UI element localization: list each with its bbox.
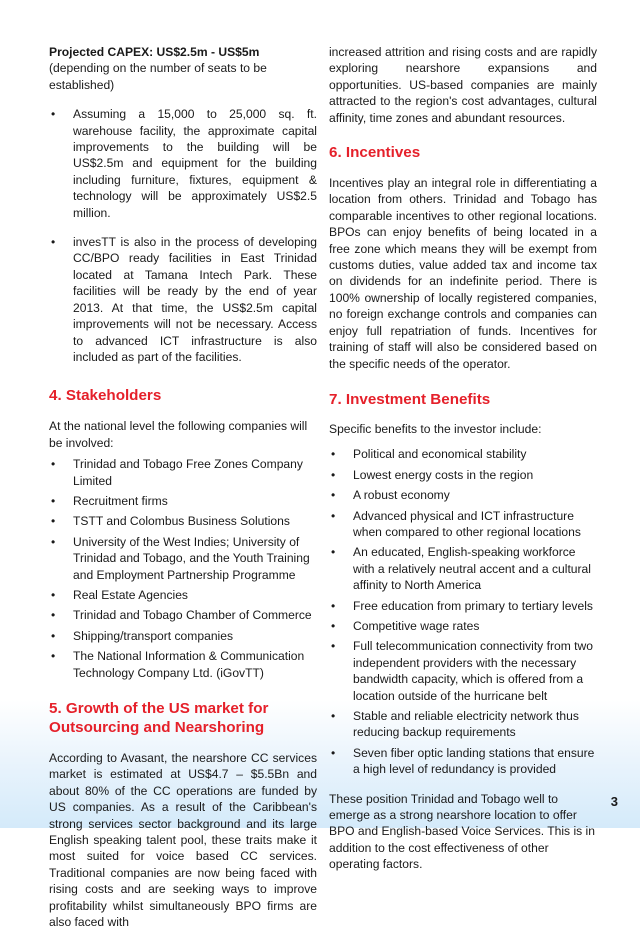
capex-title: Projected CAPEX: US$2.5m - US$5m — [49, 45, 260, 59]
benefits-closing: These position Trinidad and Tobago well to emerge as a strong nearshore location to offer BPO and English-based Voice Services. This is in addition to the cost effectiveness of other operating factors. — [329, 791, 595, 872]
section-heading-growth: 5. Growth of the US market for Outsourcing and Nearshoring — [49, 700, 269, 736]
page-number: 3 — [610, 794, 618, 809]
list-item: • Trinidad and Tobago Chamber of Commerce — [49, 607, 317, 623]
list-item: • Seven fiber optic landing stations that ensure a high level of redundancy is provided — [329, 745, 597, 778]
benefits-intro: Specific benefits to the investor include: — [329, 421, 542, 436]
list-item: • An educated, English-speaking workforce with a relatively neutral accent and a cultural affinity to North America — [329, 544, 597, 593]
section-heading-investment-benefits: 7. Investment Benefits — [329, 390, 491, 408]
list-item: • Shipping/transport companies — [49, 628, 317, 644]
list-item: • Real Estate Agencies — [49, 587, 317, 603]
stakeholders-intro: At the national level the following companies will be involved: — [49, 419, 308, 450]
list-item: • Full telecommunication connectivity from two independent providers with the necessary bandwidth capacity, which is offered from a location outside of the hurricane belt — [329, 638, 597, 704]
list-item: • University of the West Indies; University of Trinidad and Tobago, and the Youth Training and Employment Partnership Programme — [49, 534, 317, 583]
list-item: • Assuming a 15,000 to 25,000 sq. ft. warehouse facility, the approximate capital improvements to the building will be US$2.5m and equipment for the building including furniture, fixtures, equipment & technology will be approximately US$2.5 million. — [49, 106, 317, 221]
list-item: • Trinidad and Tobago Free Zones Company Limited — [49, 456, 317, 489]
continuation-paragraph: increased attrition and rising costs and are rapidly exploring nearshore expansions and opportunities. US-based companies are mainly attracted to the region's cost advantages, cultural affinity, time zones and abundant resources. — [329, 45, 597, 125]
list-item: • Free education from primary to tertiary levels — [329, 598, 597, 614]
section-heading-incentives: 6. Incentives — [329, 144, 421, 162]
section-heading-stakeholders: 4. Stakeholders — [49, 387, 162, 405]
list-item: • Competitive wage rates — [329, 618, 597, 634]
list-item: • TSTT and Colombus Business Solutions — [49, 513, 317, 529]
list-item: • Recruitment firms — [49, 493, 317, 509]
growth-body: According to Avasant, the nearshore CC services market is estimated at US$4.7 – $5.5Bn and about 80% of the CC operations are funded by US companies. As a result of the Caribbean's strong services sector background and its large English speaking talent pool, these traits make it most suited for voice based CC services. Traditional companies are now being faced with rising costs and are seeking ways to improve profitability whilst simultaneously BPO firms are also faced with — [49, 751, 317, 930]
list-item: • Political and economical stability — [329, 446, 597, 462]
list-item: • The National Information & Communication Technology Company Ltd. (iGovTT) — [49, 648, 317, 681]
list-item: • invesTT is also in the process of developing CC/BPO ready facilities in East Trinidad located at Tamana Intech Park. These facilities will be ready by the end of year 2013. At that time, the US$2.5m capital improvements will not be necessary. Access to advanced ICT infrastructure is also included as part of the facilities. — [49, 234, 317, 365]
capex-bullets — [49, 106, 317, 365]
list-item: • A robust economy — [329, 487, 597, 503]
stakeholders-list — [49, 456, 317, 681]
capex-paragraph — [49, 44, 317, 93]
incentives-body: Incentives play an integral role in differentiating a location from others. Trinidad and Tobago has comparable incentives to other regional locations. BPOs can enjoy benefits of being located in a free zone which means they will be exempt from customs duties, value added tax and income tax on dividends for an indefinite period. There is 100% ownership of locally registered companies, no foreign exchange controls and companies can enjoy full repatriation of funds. Incentives for training of staff will also be considered based on the specific needs of the operator. — [329, 176, 597, 371]
left-column — [49, 44, 317, 930]
right-column — [329, 44, 597, 873]
capex-note: (depending on the number of seats to be established) — [49, 61, 267, 92]
benefits-list — [329, 446, 597, 777]
list-item: • Advanced physical and ICT infrastructure when compared to other regional locations — [329, 508, 597, 541]
list-item: • Lowest energy costs in the region — [329, 467, 597, 483]
list-item: • Stable and reliable electricity network thus reducing backup requirements — [329, 708, 597, 741]
